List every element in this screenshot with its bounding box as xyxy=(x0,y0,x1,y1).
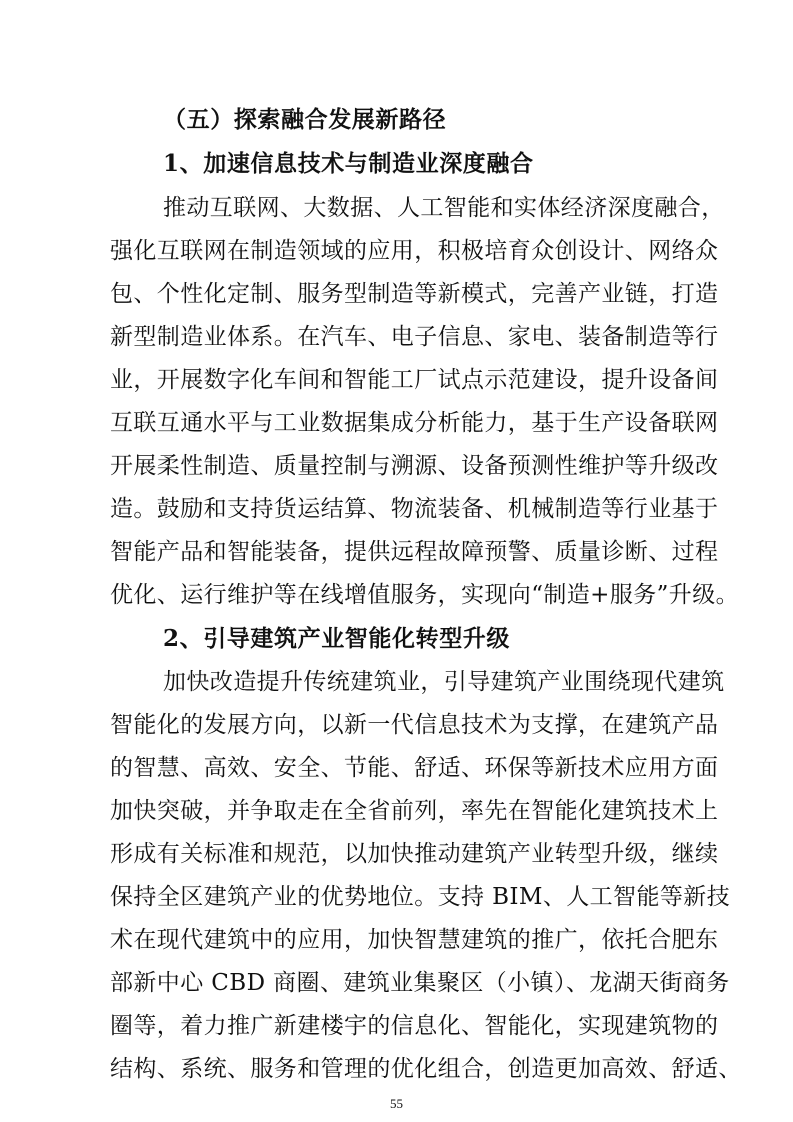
paragraph-1-line-6: 互联互通水平与工业数据集成分析能力，基于生产设备联网 xyxy=(110,410,719,436)
subsection-heading-2: 2、引导建筑产业智能化转型升级 xyxy=(163,625,511,652)
paragraph-2-line-10: 结构、系统、服务和管理的优化组合，创造更加高效、舒适、 xyxy=(110,1056,742,1082)
paragraph-2-line-1: 加快改造提升传统建筑业，引导建筑产业围绕现代建筑 xyxy=(163,669,725,695)
paragraph-2-line-6: 保持全区建筑产业的优势地位。支持 BIM、人工智能等新技 xyxy=(110,884,731,910)
paragraph-2-line-5: 形成有关标准和规范，以加快推动建筑产业转型升级，继续 xyxy=(110,841,719,867)
paragraph-1-line-2: 强化互联网在制造领域的应用，积极培育众创设计、网络众 xyxy=(110,238,719,264)
paragraph-2-line-9: 圈等，着力推广新建楼宇的信息化、智能化，实现建筑物的 xyxy=(110,1013,719,1039)
paragraph-2-line-8: 部新中心 CBD 商圈、建筑业集聚区（小镇）、龙湖天街商务 xyxy=(110,970,730,996)
paragraph-1-line-7: 开展柔性制造、质量控制与溯源、设备预测性维护等升级改 xyxy=(110,453,719,479)
paragraph-2-line-7: 术在现代建筑中的应用，加快智慧建筑的推广，依托合肥东 xyxy=(110,927,719,953)
paragraph-2-line-4: 加快突破，并争取走在全省前列，率先在智能化建筑技术上 xyxy=(110,798,719,824)
paragraph-1-line-1: 推动互联网、大数据、人工智能和实体经济深度融合， xyxy=(163,195,725,221)
paragraph-1-line-8: 造。鼓励和支持货运结算、物流装备、机械制造等行业基于 xyxy=(110,496,719,522)
paragraph-1-line-10: 优化、运行维护等在线增值服务，实现向“制造+服务”升级。 xyxy=(110,582,739,608)
subsection-heading-1: 1、加速信息技术与制造业深度融合 xyxy=(163,150,534,177)
paragraph-2-line-3: 的智慧、高效、安全、节能、舒适、环保等新技术应用方面 xyxy=(110,755,719,781)
paragraph-1-line-3: 包、个性化定制、服务型制造等新模式，完善产业链，打造 xyxy=(110,281,719,307)
paragraph-1-line-5: 业，开展数字化车间和智能工厂试点示范建设，提升设备间 xyxy=(110,367,719,393)
paragraph-1-line-4: 新型制造业体系。在汽车、电子信息、家电、装备制造等行 xyxy=(110,324,719,350)
page-number: 55 xyxy=(390,1096,403,1111)
section-title: （五）探索融合发展新路径 xyxy=(163,106,447,133)
paragraph-2-line-2: 智能化的发展方向，以新一代信息技术为支撑，在建筑产品 xyxy=(110,712,719,738)
paragraph-1-line-9: 智能产品和智能装备，提供远程故障预警、质量诊断、过程 xyxy=(110,539,719,565)
